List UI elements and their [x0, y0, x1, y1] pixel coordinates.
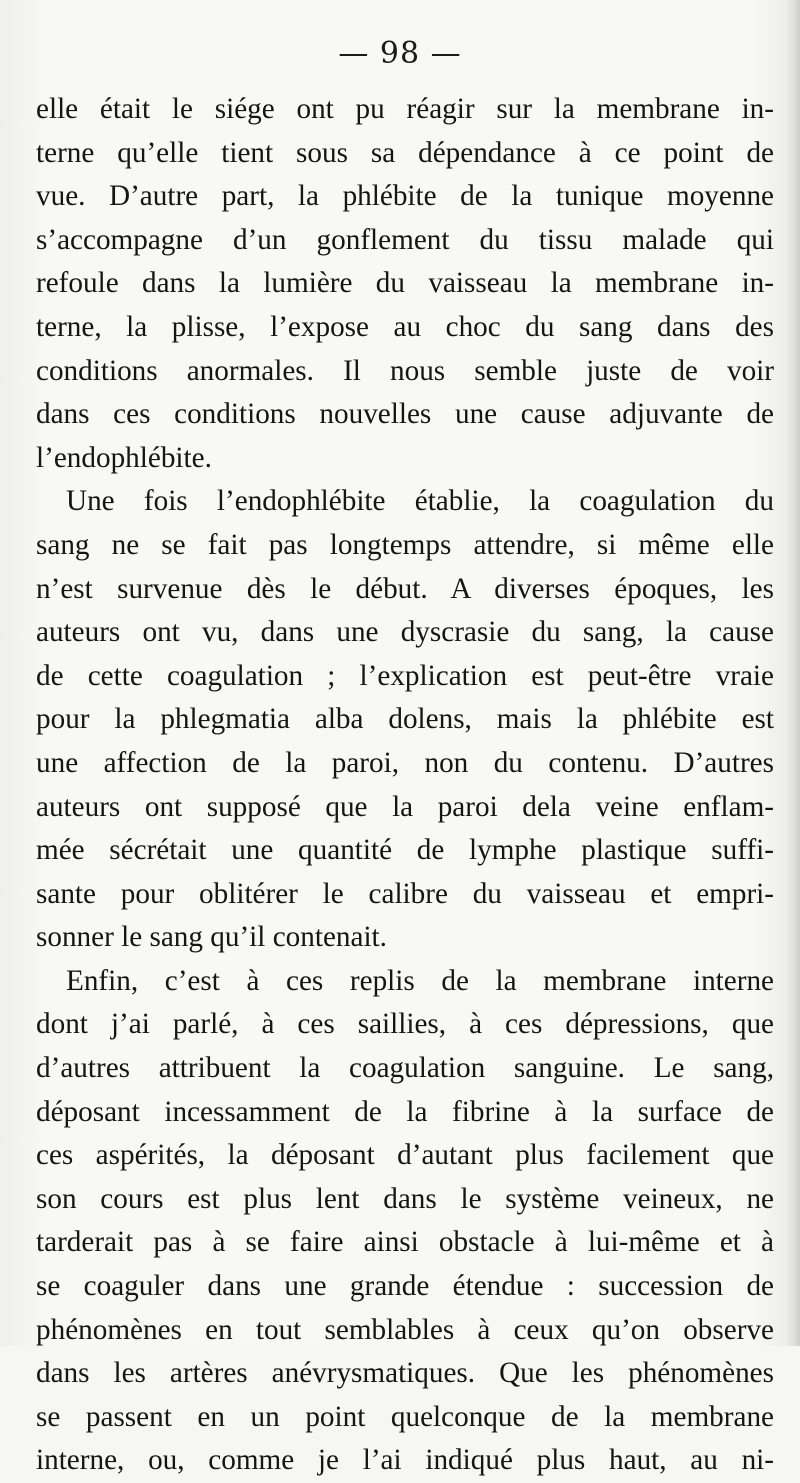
- text-line: elle était le siége ont pu réagir sur la membrane in-: [36, 93, 774, 125]
- text-line: refoule dans la lumière du vaisseau la membrane in-: [36, 267, 774, 300]
- text-line: Une fois l’endophlébite établie, la coagulation du: [66, 485, 774, 518]
- text-line: sante pour oblitérer le calibre du vaisseau et empri-: [36, 877, 774, 910]
- text-line: auteurs ont vu, dans une dyscrasie du sang, la cause: [36, 616, 774, 649]
- text-line: de cette coagulation ; l’explication est peut-être vraie: [36, 659, 774, 692]
- text-line: sonner le sang qu’il contenait.: [36, 921, 387, 954]
- text-line: dans ces conditions nouvelles une cause adjuvante de: [36, 398, 774, 431]
- text-line: d’autres attribuent la coagulation sanguine. Le sang,: [36, 1052, 774, 1085]
- text-line: mée sécrétait une quantité de lymphe plastique suffi-: [36, 834, 774, 867]
- body-text: [36, 88, 774, 1483]
- text-line: n’est survenue dès le début. A diverses époques, les: [36, 572, 774, 605]
- page-edge-shadow: [786, 0, 800, 1346]
- text-line: dont j’ai parlé, à ces saillies, à ces dépressions, que: [36, 1008, 774, 1041]
- text-line: déposant incessamment de la fibrine à la surface de: [36, 1095, 774, 1128]
- text-line: l’endophlébite.: [36, 441, 212, 474]
- text-line: une affection de la paroi, non du contenu. D’autres: [36, 746, 774, 779]
- text-line: pour la phlegmatia alba dolens, mais la phlébite est: [36, 703, 774, 736]
- text-line: tarderait pas à se faire ainsi obstacle à lui-même et à: [36, 1226, 774, 1259]
- text-line: se passent en un point quelconque de la membrane: [36, 1400, 774, 1433]
- text-line: sang ne se fait pas longtemps attendre, si même elle: [36, 528, 774, 561]
- text-line: phénomènes en tout semblables à ceux qu’on observe: [36, 1313, 774, 1346]
- text-line: vue. D’autre part, la phlébite de la tunique moyenne: [36, 180, 774, 213]
- text-line: ces aspérités, la déposant d’autant plus facilement que: [36, 1139, 774, 1172]
- text-line: conditions anormales. Il nous semble juste de voir: [36, 354, 774, 387]
- text-line: s’accompagne d’un gonflement du tissu malade qui: [36, 223, 774, 256]
- page-number: — 98 —: [338, 36, 462, 71]
- text-line: dans les artères anévrysmatiques. Que les phénomènes: [36, 1357, 774, 1390]
- text-line: son cours est plus lent dans le système veineux, ne: [36, 1182, 774, 1215]
- text-line: auteurs ont supposé que la paroi dela veine enflam-: [36, 790, 774, 823]
- text-line: Enfin, c’est à ces replis de la membrane interne: [66, 964, 774, 997]
- text-line: interne, ou, comme je l’ai indiqué plus haut, au ni-: [36, 1444, 774, 1477]
- text-line: terne, la plisse, l’expose au choc du sang dans des: [36, 310, 774, 343]
- text-line: se coaguler dans une grande étendue : succession de: [36, 1270, 774, 1303]
- text-line: terne qu’elle tient sous sa dépendance à ce point de: [36, 136, 774, 169]
